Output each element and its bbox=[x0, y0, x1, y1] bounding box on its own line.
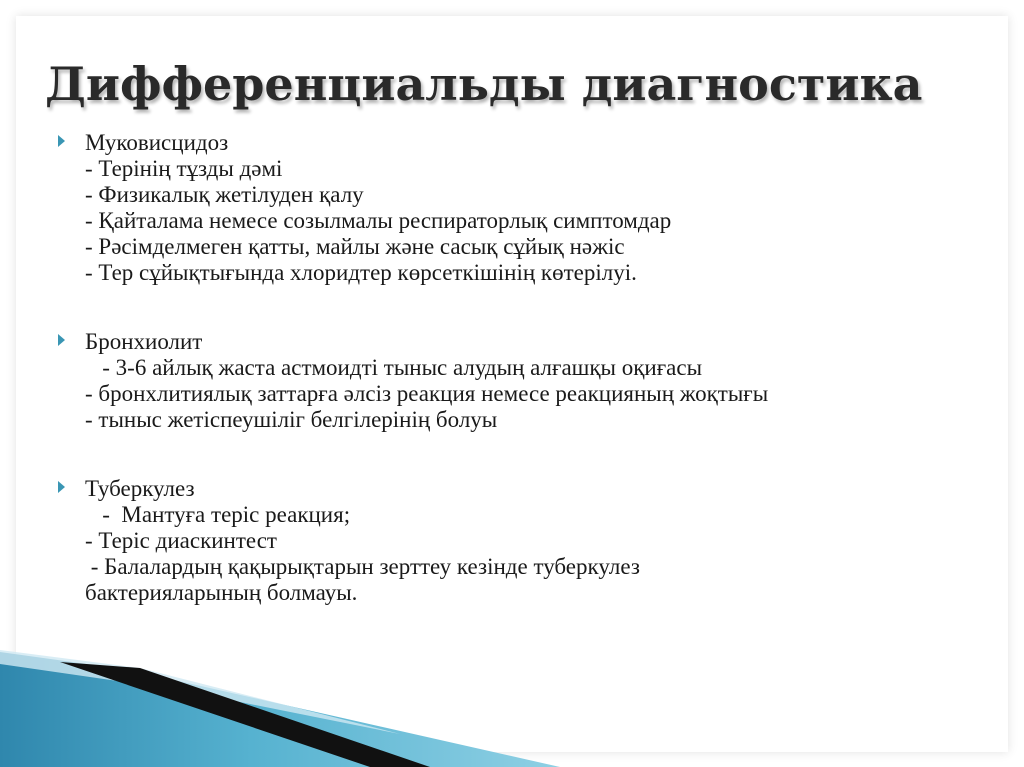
section-line: - тыныс жетіспеушілiг белгілерінің болуы bbox=[85, 407, 498, 432]
section-line: - Теріс диаскинтест bbox=[85, 528, 277, 553]
section-line: - бронхлитиялық заттарға әлсіз реакция немесе реакцияның жоқтығы bbox=[85, 381, 769, 406]
section-line: - Терінің тұзды дәмі bbox=[85, 156, 283, 181]
section-line: - Қайталама немесе созылмалы респираторлық симптомдар bbox=[85, 208, 672, 233]
section-cystic-fibrosis bbox=[58, 130, 938, 286]
section-line: - Мантуға теріс реакция; bbox=[85, 502, 351, 527]
section-line: - Балалардың қақырықтарын зерттеу кезінде туберкулез bbox=[85, 554, 640, 579]
section-line: - Тер сұйықтығында хлоридтер көрсеткішінің көтерілуі. bbox=[85, 260, 637, 285]
section-bronchiolitis bbox=[58, 329, 938, 433]
section-heading: Муковисцидоз bbox=[85, 130, 229, 155]
page-title: Дифференциальды диагностика bbox=[45, 57, 923, 111]
section-heading: Туберкулез bbox=[85, 476, 195, 501]
section-line: бактерияларының болмауы. bbox=[85, 580, 358, 605]
section-line: - 3-6 айлық жаста астмоидті тыныс алудың алғашқы оқиғасы bbox=[85, 355, 703, 380]
triangle-right-icon bbox=[58, 334, 65, 346]
section-heading: Бронхиолит bbox=[85, 329, 203, 354]
section-line: - Рәсімделмеген қатты, майлы және сасық сұйық нәжіс bbox=[85, 234, 625, 259]
triangle-right-icon bbox=[58, 135, 65, 147]
triangle-right-icon bbox=[58, 481, 65, 493]
section-tuberculosis bbox=[58, 476, 938, 606]
content-list bbox=[58, 130, 938, 606]
section-line: - Физикалық жетілуден қалу bbox=[85, 182, 364, 207]
